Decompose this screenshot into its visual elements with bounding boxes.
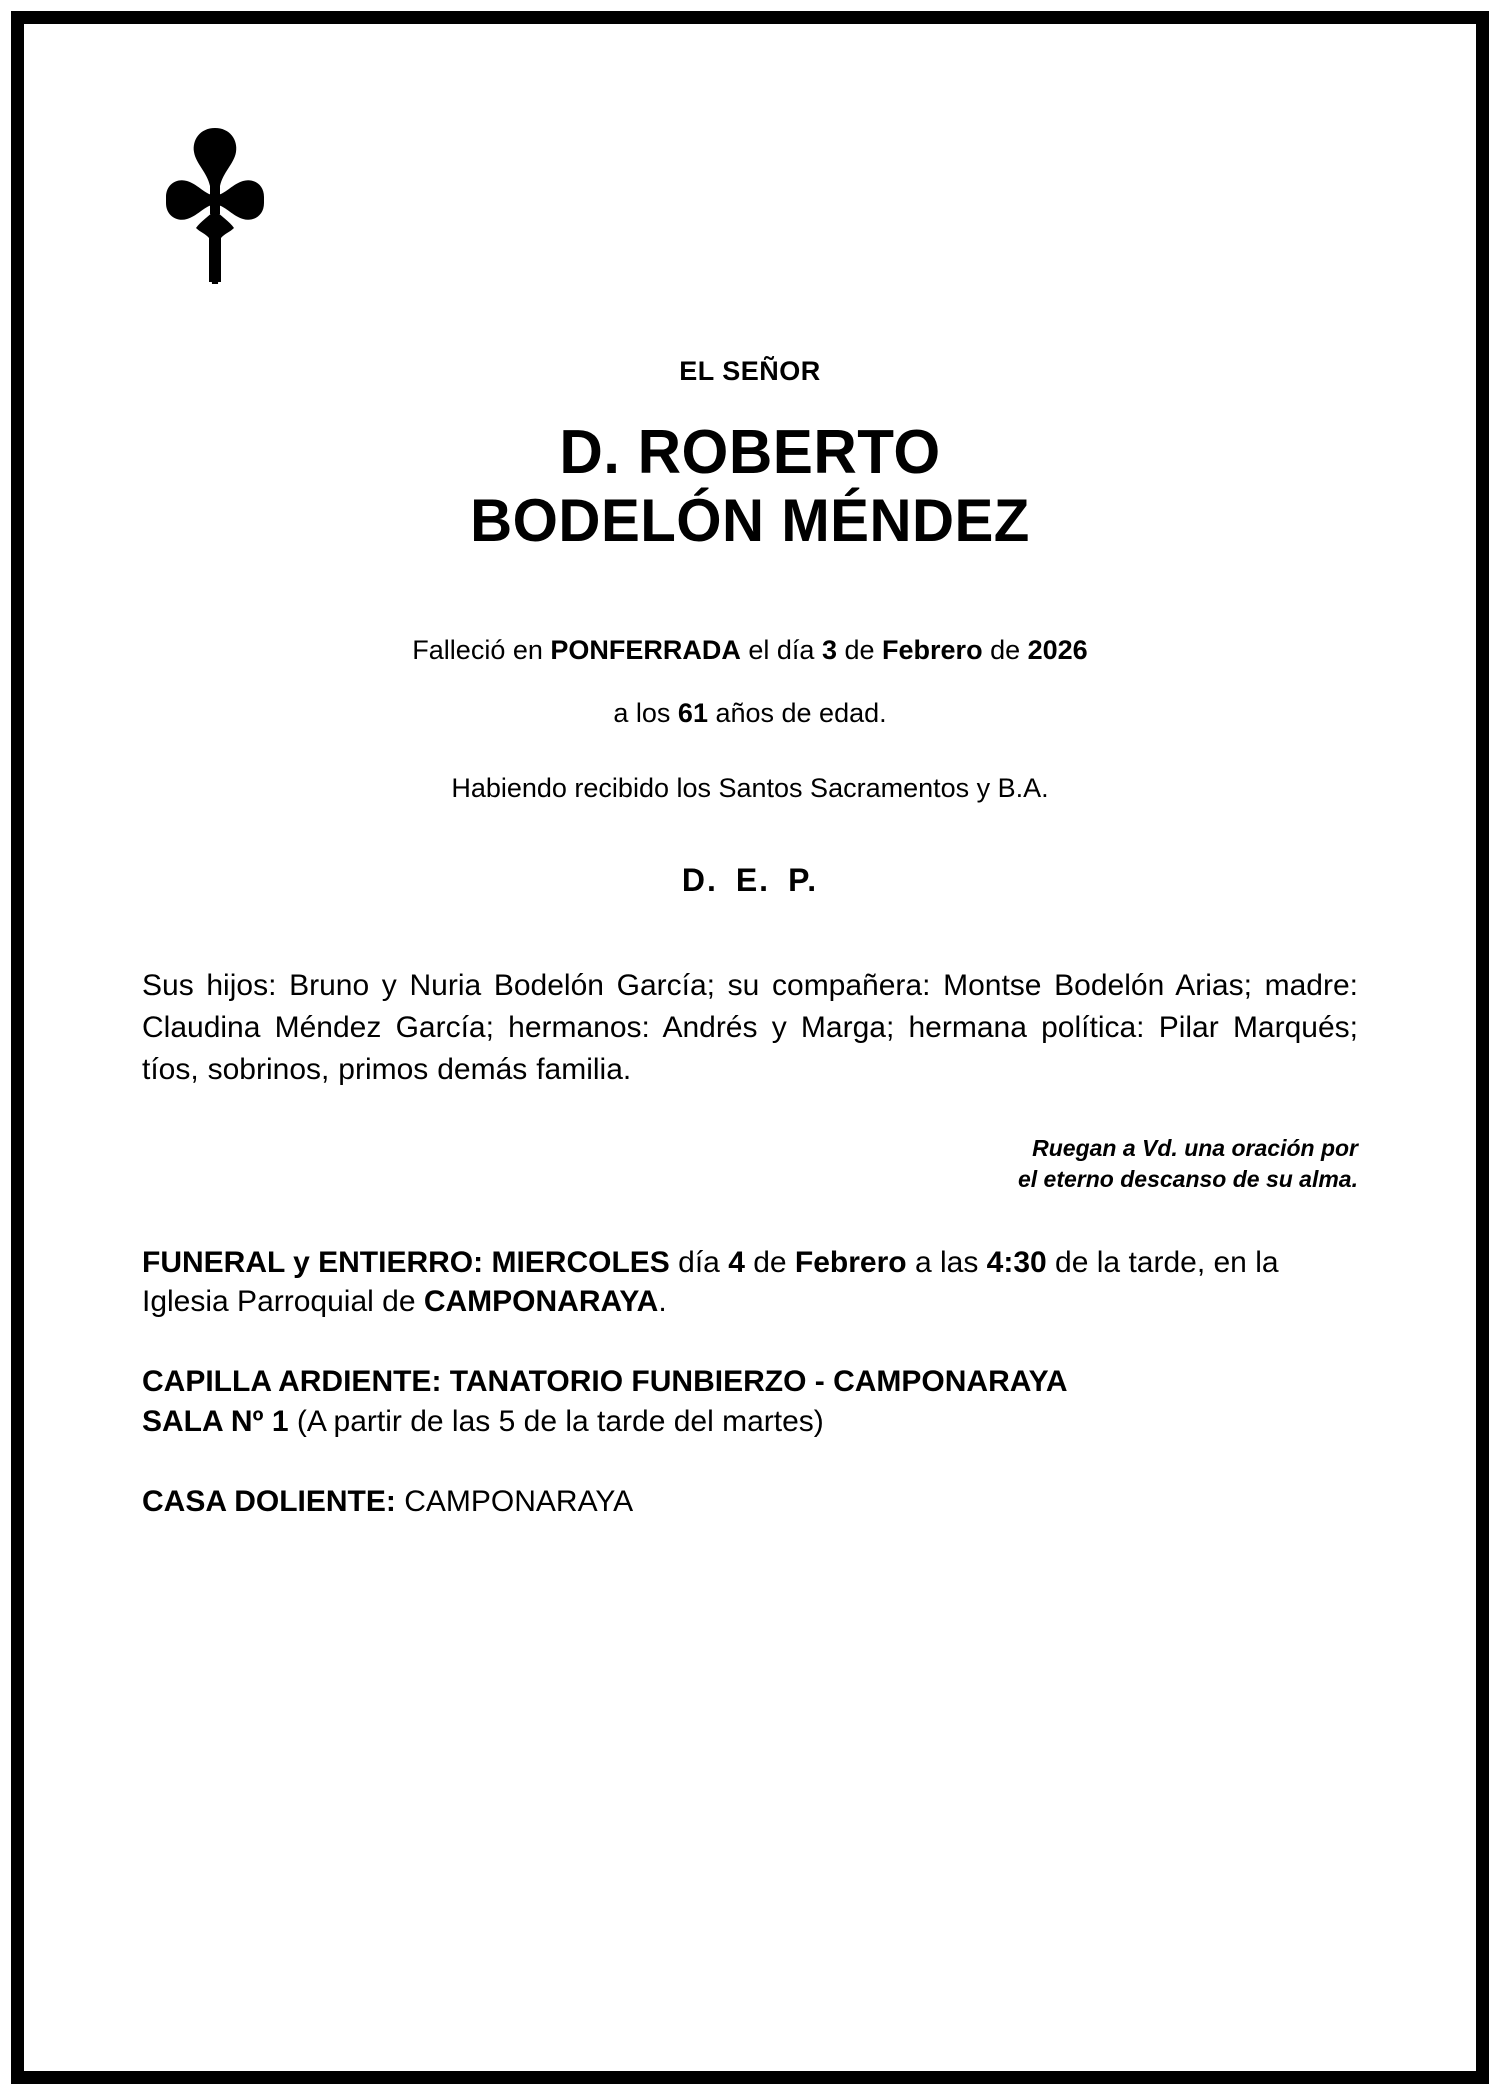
honorific-label: EL SEÑOR [679,356,821,386]
funeral-time: 4:30 [986,1245,1047,1279]
rip-letter-d: D. [681,862,718,899]
mourning-house-details [142,1482,1358,1522]
rip-letter-p: P. [788,862,819,899]
funeral-label: FUNERAL y ENTIERRO: MIERCOLES [142,1245,670,1279]
funeral-end-punct: . [658,1285,667,1319]
prayer-request [142,1133,1358,1194]
death-year: 2026 [1027,635,1088,666]
death-statement [142,635,1358,666]
age-statement [142,698,1358,729]
funeral-day: 4 [728,1245,745,1279]
death-month: Febrero [882,635,983,666]
funeral-time-prefix: a las [906,1245,987,1279]
death-day: 3 [821,635,837,666]
prayer-line-2: el eterno descanso de su alma. [1017,1166,1358,1192]
deceased-name-line-2: BODELÓN MÉNDEZ [470,487,1030,555]
funeral-time-suffix: de la tarde, en la Iglesia Parroquial de [142,1245,1279,1319]
funeral-details [142,1243,1358,1323]
chapel-label: CAPILLA ARDIENTE: TANATORIO FUNBIERZO - CAMPONARAYA [142,1365,1068,1399]
mourning-house-place: CAMPONARAYA [404,1485,634,1519]
chapel-line [142,1362,1358,1402]
chapel-details [142,1362,1358,1442]
funeral-church: CAMPONARAYA [423,1285,659,1319]
funeral-month: Febrero [794,1245,907,1279]
rip-abbreviation [142,862,1358,899]
chapel-room-note: (A partir de las 5 de la tarde del martes) [288,1405,824,1439]
death-place: PONFERRADA [550,635,741,666]
deceased-name-line-1: D. ROBERTO [559,418,941,487]
funeral-month-prefix: de [744,1245,795,1279]
deceased-name [142,418,1358,555]
rip-letter-e: E. [735,862,771,899]
prayer-line-1: Ruegan a Vd. una oración por [1032,1135,1358,1162]
funeral-day-prefix: día [669,1245,729,1279]
day-prefix-text: el día [740,635,822,666]
content-column [24,24,1476,1522]
mourning-house-label: CASA DOLIENTE: [142,1485,405,1519]
page-border-frame [11,11,1489,2084]
chapel-room-line [142,1402,1358,1442]
service-details [142,1243,1358,1522]
year-prefix-text: de [982,635,1028,666]
age-suffix-text: años de edad. [707,698,887,729]
chapel-room-label: SALA Nº 1 [142,1405,289,1439]
age-value: 61 [677,698,708,729]
sacraments-statement: Habiendo recibido los Santos Sacramentos y B.A. [451,773,1049,804]
month-prefix-text: de [836,635,883,666]
died-prefix-text: Falleció en [412,635,551,666]
age-prefix-text: a los [613,698,678,729]
family-paragraph: Sus hijos: Bruno y Nuria Bodelón García; su compañera: Montse Bodelón Arias; madre: Claudina Méndez García; hermanos: Andrés y Marga; hermana política: Pilar Marqués; tíos, sobrinos, primos demás familia. [142,969,1358,1087]
page-inner [24,24,1476,2071]
